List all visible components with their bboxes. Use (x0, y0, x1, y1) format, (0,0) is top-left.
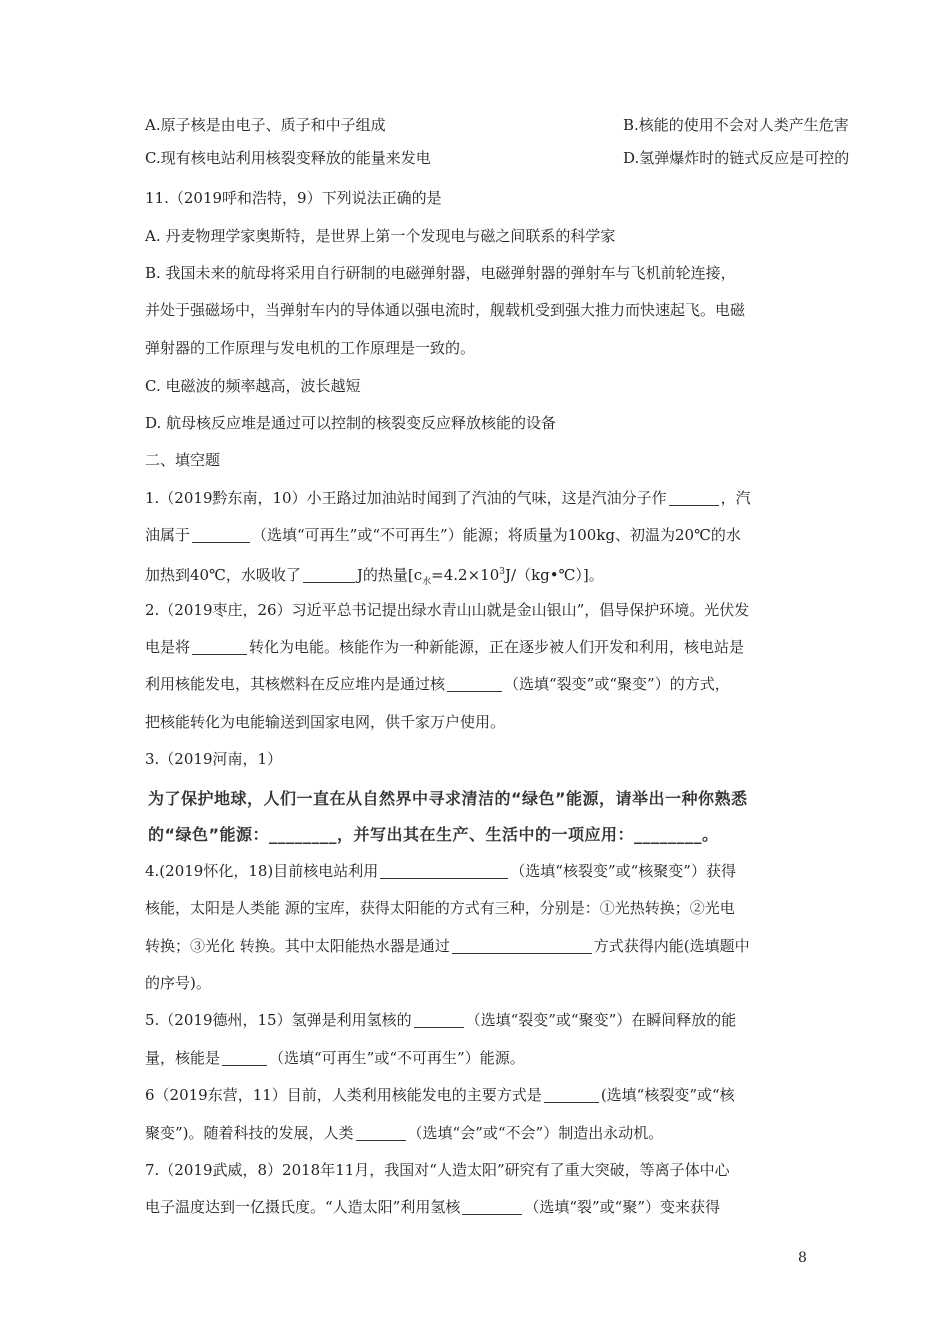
f1-text: =4.2×10 (431, 566, 500, 584)
f6-line2 (145, 1123, 663, 1143)
f2-line3 (145, 674, 730, 694)
answer-blank[interactable] (222, 1050, 267, 1066)
f1-text: 加热到40℃，水吸收了 (145, 566, 301, 584)
f5-line1 (145, 1010, 736, 1030)
f1-text: ，汽 (720, 489, 751, 507)
answer-blank[interactable] (303, 567, 355, 583)
f1-text: J/（kg•℃）]。 (505, 566, 604, 584)
answer-blank[interactable] (462, 1199, 522, 1215)
q11-option-d: D. 航母核反应堆是通过可以控制的核裂变反应释放核能的设备 (145, 414, 557, 432)
f7-text: 电子温度达到一亿摄氏度。“人造太阳”利用氢核 (145, 1198, 461, 1216)
f7-text: （选填“裂”或“聚”）变来获得 (524, 1198, 721, 1216)
q11-option-a: A. 丹麦物理学家奥斯特，是世界上第一个发现电与磁之间联系的科学家 (145, 227, 616, 245)
f5-text: 5.（2019德州，15）氢弹是利用氢核的 (145, 1011, 412, 1029)
f2-text: 转化为电能。核能作为一种新能源，正在逐步被人们开发和利用，核电站是 (249, 638, 745, 656)
f5-text: （选填“可再生”或“不可再生”）能源。 (269, 1049, 525, 1067)
f3-scanned-line1: 为了保护地球，人们一直在从自然界中寻求清洁的“绿色”能源，请举出一种你熟悉 (148, 789, 748, 808)
answer-blank[interactable] (356, 1125, 406, 1141)
answer-blank[interactable] (452, 938, 592, 954)
answer-blank[interactable] (544, 1087, 599, 1103)
q11-stem: 11.（2019呼和浩特，9）下列说法正确的是 (145, 189, 442, 207)
q11-option-c: C. 电磁波的频率越高，波长越短 (145, 377, 361, 395)
f4-text: 方式获得内能(选填题中 (593, 937, 750, 955)
f1-line2 (145, 525, 741, 545)
f1-text: 1.（2019黔东南，10）小王路过加油站时闻到了汽油的气味，这是汽油分子作 (145, 489, 667, 507)
f2-line2 (145, 637, 744, 657)
f4-text: （选填“核裂变”或“核聚变”）获得 (510, 862, 736, 880)
f4-line3 (145, 936, 750, 956)
q10-row-ab (145, 115, 849, 135)
q11-option-b-line3: 弹射器的工作原理与发电机的工作原理是一致的。 (145, 339, 476, 357)
subscript: 水 (422, 577, 432, 587)
f1-text: 油属于 (145, 526, 191, 544)
answer-blank[interactable] (447, 676, 502, 692)
f4-text: 4.(2019怀化，18)目前核电站利用 (145, 862, 379, 880)
f5-text: 量，核能是 (145, 1049, 221, 1067)
q11-option-b-line1: B. 我国未来的航母将采用自行研制的电磁弹射器，电磁弹射器的弹射车与飞机前轮连接， (145, 264, 736, 282)
f2-text: 利用核能发电，其核燃料在反应堆内是通过核 (145, 675, 446, 693)
f6-text: 聚变”)。随着科技的发展，人类 (145, 1124, 354, 1142)
f1-text: J的热量[c (356, 566, 423, 584)
f4-text: 转换；③光化 转换。其中太阳能热水器是通过 (145, 937, 450, 955)
f4-line2: 核能，太阳是人类能 源的宝库，获得太阳能的方式有三种，分别是：①光热转换；②光电 (145, 899, 735, 917)
page-number: 8 (798, 1250, 807, 1266)
q11-option-b-line2: 并处于强磁场中，当弹射车内的导体通以强电流时，舰载机受到强大推力而快速起飞。电磁 (145, 301, 746, 319)
f4-line1 (145, 861, 736, 881)
q10-option-d: D.氢弹爆炸时的链式反应是可控的 (623, 149, 850, 167)
f7-line2 (145, 1197, 720, 1217)
f5-text: （选填“裂变”或“聚变”）在瞬间释放的能 (465, 1011, 737, 1029)
f6-line1 (145, 1085, 735, 1105)
f2-text: 电是将 (145, 638, 191, 656)
f2-line1: 2.（2019枣庄，26）习近平总书记提出绿水青山山就是金山银山”，倡导保护环境。光伏发 (145, 601, 750, 619)
q10-row-cd (145, 148, 850, 168)
f1-line1 (145, 488, 751, 508)
answer-blank[interactable] (380, 863, 508, 879)
q10-option-b: B.核能的使用不会对人类产生危害 (623, 116, 849, 134)
q10-option-c: C.现有核电站利用核裂变释放的能量来发电 (145, 149, 431, 167)
f6-text: 6（2019东营，11）目前，人类利用核能发电的主要方式是 (145, 1086, 542, 1104)
answer-blank[interactable] (414, 1012, 464, 1028)
answer-blank[interactable] (192, 639, 247, 655)
f1-line3 (145, 562, 604, 592)
answer-blank[interactable] (192, 527, 250, 543)
f5-line2 (145, 1048, 525, 1068)
f7-line1: 7.（2019武威，8）2018年11月，我国对“人造太阳”研究有了重大突破，等离子体中心 (145, 1161, 730, 1179)
superscript: 3 (499, 567, 505, 577)
f6-text: (选填“核裂变”或“核 (600, 1086, 735, 1104)
f4-line4: 的序号)。 (145, 974, 211, 992)
answer-blank[interactable] (669, 490, 719, 506)
f2-line4: 把核能转化为电能输送到国家电网，供千家万户使用。 (145, 713, 506, 731)
f3-scanned-line2: 的“绿色”能源：________，并写出其在生产、生活中的一项应用：________。 (148, 825, 719, 844)
f2-text: （选填“裂变”或“聚变”）的方式， (504, 675, 730, 693)
q10-option-a: A.原子核是由电子、质子和中子组成 (145, 116, 386, 134)
f1-text: （选填“可再生”或“不可再生”）能源；将质量为100kg、初温为20℃的水 (252, 526, 741, 544)
f3-stem: 3.（2019河南，1） (145, 750, 283, 768)
f6-text: （选填“会”或“不会”）制造出永动机。 (407, 1124, 664, 1142)
section-title: 二、填空题 (145, 451, 221, 469)
